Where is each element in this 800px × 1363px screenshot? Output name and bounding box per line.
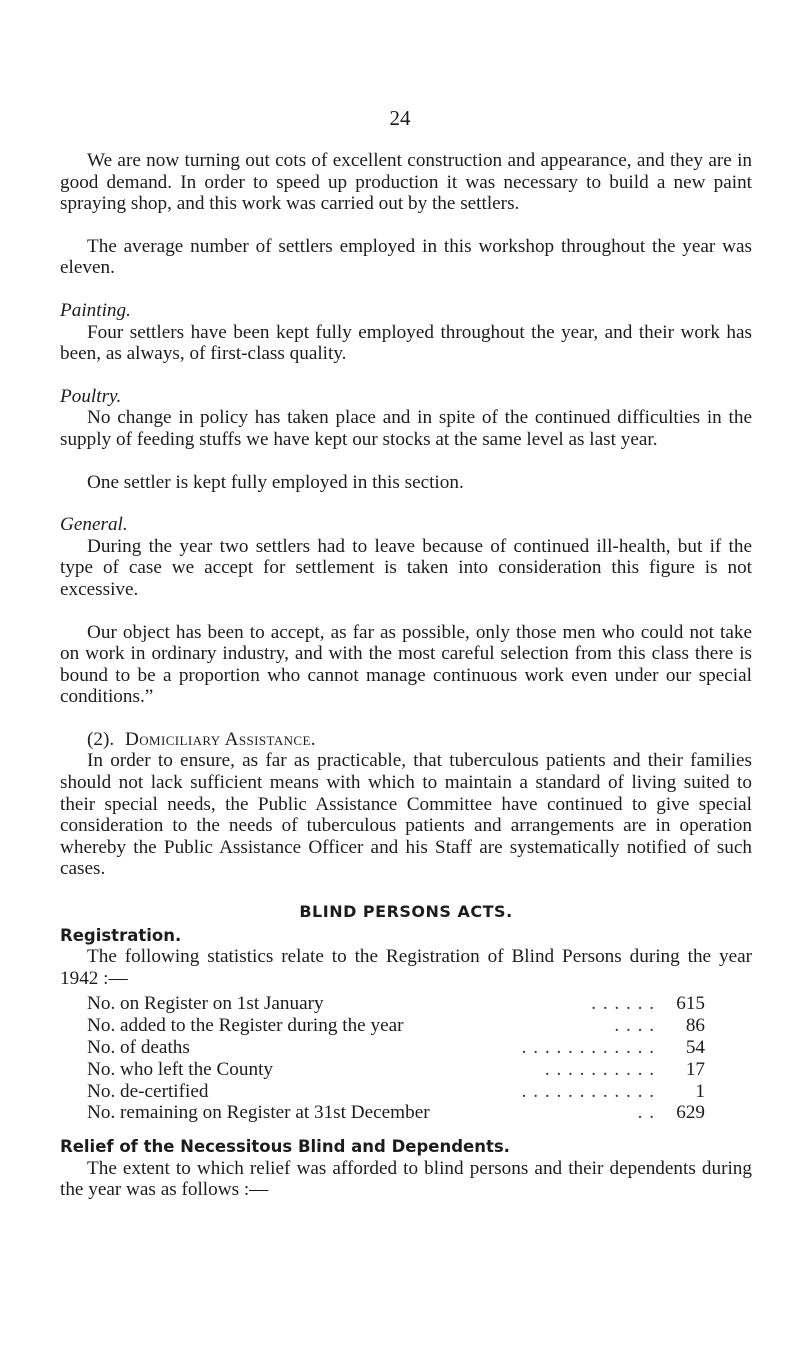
relief-paragraph: The extent to which relief was afforded to blind persons and their dependents during the year was as follows :— [60, 1157, 752, 1201]
domiciliary-title: Domiciliary Assistance. [124, 728, 316, 750]
stat-value: 54 [685, 1037, 705, 1058]
blind-persons-acts-title: BLIND PERSONS ACTS. [299, 902, 513, 922]
stat-label: No. of deaths [87, 1037, 190, 1058]
registration-statistics [87, 993, 705, 1124]
stat-label: No. who left the County [87, 1058, 273, 1080]
leader-dots: . . [637, 1102, 655, 1124]
leader-dots: . . . . . . . . . . [544, 1058, 655, 1080]
paragraph-painting: Four settlers have been kept fully employed throughout the year, and their work has been, as always, of first-class quality. [60, 321, 752, 365]
stat-value: 17 [685, 1058, 705, 1080]
stat-row [87, 1081, 705, 1103]
leader-dots: . . . . . . . . . . . . [521, 1080, 655, 1102]
stat-label: No. de-certified [87, 1080, 209, 1102]
domiciliary-number: (2). [87, 728, 115, 750]
paragraph-cots: We are now turning out cots of excellent construction and appearance, and they are in good demand. In order to speed up production it was necessary to build a new paint spraying shop, and this work was carried out by the settlers. [60, 150, 752, 215]
stat-label: No. added to the Register during the year [87, 1015, 404, 1037]
paragraph-poultry-settler: One settler is kept fully employed in this section. [87, 471, 464, 493]
paragraph-general-object: Our object has been to accept, as far as possible, only those men who could not take on work in ordinary industry, and with the most careful selection from this class there is bound to be a proportion who cannot manage continuous work even under our special conditions.” [60, 621, 752, 708]
leader-dots: . . . . [614, 1015, 655, 1037]
section-heading-domiciliary [60, 729, 752, 751]
leader-dots: . . . . . . [591, 993, 655, 1015]
leader-dots: . . . . . . . . . . . . [521, 1037, 655, 1058]
stat-label: No. remaining on Register at 31st December [87, 1102, 430, 1124]
stat-row [87, 1015, 705, 1037]
stat-value: 615 [676, 993, 705, 1015]
stat-value: 1 [695, 1080, 705, 1102]
section-heading-painting: Painting. [60, 299, 131, 321]
page-number: 24 [389, 106, 411, 130]
stat-row [87, 1059, 705, 1081]
stat-row [87, 993, 705, 1015]
relief-heading: Relief of the Necessitous Blind and Dependents. [60, 1137, 510, 1157]
paragraph-domiciliary: In order to ensure, as far as practicable, that tuberculous patients and their families should not lack sufficient means with which to maintain a standard of living suited to their special needs, the Public Assistance Committee have continued to give special consideration to the needs of tuberculous patients and arrangements are in operation whereby the Public Assistance Officer and his Staff are systematically notified of such cases. [60, 750, 752, 880]
page-content [60, 150, 752, 1201]
registration-heading: Registration. [60, 925, 182, 945]
section-heading-general: General. [60, 514, 128, 536]
paragraph-average-settlers: The average number of settlers employed in this workshop throughout the year was eleven. [60, 235, 752, 279]
paragraph-poultry: No change in policy has taken place and in spite of the continued difficulties in the supply of feeding stuffs we have kept our stocks at the same level as last year. [60, 407, 752, 450]
stat-row [87, 1037, 705, 1059]
stat-row [87, 1102, 705, 1124]
section-heading-poultry: Poultry. [60, 385, 122, 407]
registration-intro: The following statistics relate to the Registration of Blind Persons during the year 1942 :— [60, 946, 752, 989]
stat-value: 86 [685, 1015, 705, 1037]
stat-value: 629 [676, 1102, 705, 1124]
stat-label: No. on Register on 1st January [87, 993, 324, 1015]
paragraph-general-ill-health: During the year two settlers had to leave because of continued ill-health, but if the type of case we accept for settlement is taken into consideration this figure is not excessive. [60, 535, 752, 600]
